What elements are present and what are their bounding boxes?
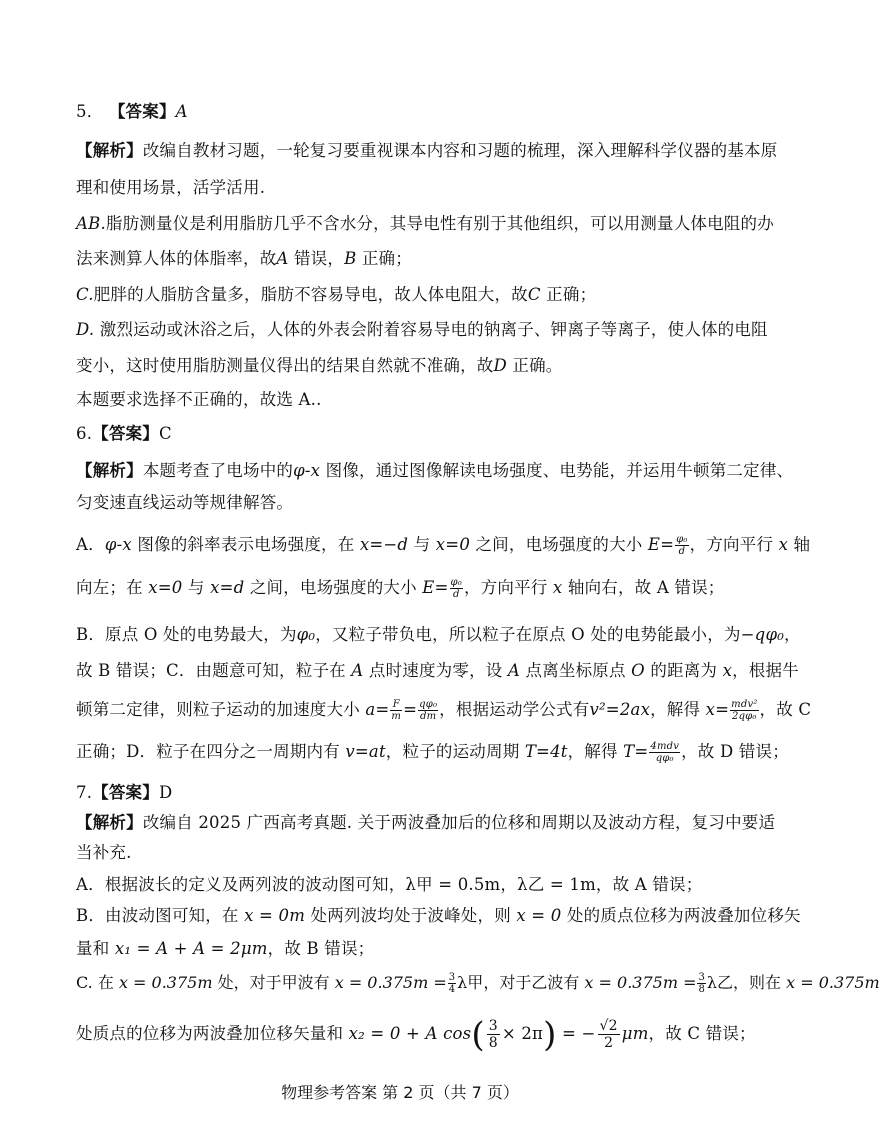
q7-intro-line-1: 【解析】改编自 2025 广西高考真题. 关于两波叠加后的位移和周期以及波动方程，复习中要适 — [76, 813, 776, 832]
fraction-distance: $\frac{\text{mdv²}}{\text{2qφ₀}}$ — [731, 699, 758, 722]
q6-intro-line-2: 匀变速直线运动等规律解答。 — [76, 493, 294, 512]
q7-heading: 7.【答案】D — [76, 783, 173, 802]
fraction-three-eighths: $\frac{3}{8}$ — [698, 972, 705, 995]
q7-b-line-2: 量和 x₁ = A + A = 2μm，故 B 错误； — [76, 939, 375, 958]
q7-c-line-2: 处质点的位移为两波叠加位移矢量和 x₂ = 0 + A cos( $\frac{3}{8}$ × 2π) = − $\frac{√2}{2}$ μm，故 C 错误； — [76, 1015, 756, 1055]
q5-intro-line-1: 【解析】改编自教材习题，一轮复习要重视课本内容和习题的梳理，深入理解科学仪器的基本原 — [76, 141, 778, 160]
q6-a-line-1: A．φ-x 图像的斜率表示电场强度，在 x=−d 与 x=0 之间，电场强度的大小 E= $\frac{\text{φ₀}}{d}$ ，方向平行 x 轴 — [76, 534, 811, 557]
page-footer: 物理参考答案 第 2 页（共 7 页） — [281, 1083, 519, 1102]
q6-b-line-2: 故 B 错误；C．由题意可知，粒子在 A 点时速度为零，设 A 点离坐标原点 O 的距离为 x，根据牛 — [76, 661, 799, 680]
q7-intro-line-2: 当补充. — [76, 843, 132, 862]
q5-conclusion: 本题要求选择不正确的，故选 A.. — [76, 390, 322, 409]
fraction-three-quarters: $\frac{3}{4}$ — [448, 972, 456, 995]
fraction-f-over-m: $\frac{F}{m}$ — [391, 699, 402, 722]
q7-c-line-1: C. 在 x = 0.375m 处，对于甲波有 x = 0.375m = $\frac{3}{4}$ λ甲，对于乙波有 x = 0.375m = $\frac{3}{8}$ λ乙，则在 x = 0.375m — [76, 972, 880, 995]
fraction-e-field: $\frac{\text{φ₀}}{d}$ — [450, 577, 462, 600]
q6-a-line-2: 向左；在 x=0 与 x=d 之间，电场强度的大小 E= $\frac{\text{φ₀}}{d}$ ，方向平行 x 轴向右，故 A 错误； — [76, 577, 725, 600]
q5-intro-line-2: 理和使用场景，活学活用. — [76, 178, 266, 197]
fraction-root2-over-2: $\frac{√2}{2}$ — [599, 1018, 618, 1051]
q5-heading: 5． 【答案】A — [76, 102, 188, 121]
q6-b-line-1: B．原点 O 处的电势最大，为φ₀，又粒子带负电，所以粒子在原点 O 处的电势能最小，为−qφ₀， — [76, 625, 801, 644]
q5-ab-line-1: AB.脂肪测量仪是利用脂肪几乎不含水分，其导电性有别于其他组织，可以用测量人体电阻的办 — [76, 214, 774, 233]
q6-c-line-1: 顿第二定律，则粒子运动的加速度大小 a= $\frac{F}{m}$ = $\frac{\text{qφ₀}}{dm}$ ，根据运动学公式有v²=2ax，解得 x= $\frac{\text{mdv²}}{\text{2qφ₀}}$ ，故 C — [76, 699, 812, 722]
q6-intro-line-1: 【解析】本题考查了电场中的φ-x 图像，通过图像解读电场强度、电势能，并运用牛顿第二定律、 — [76, 461, 794, 480]
fraction-e-field: $\frac{\text{φ₀}}{d}$ — [676, 534, 688, 557]
q5-d-line-2: 变小，这时使用脂肪测量仪得出的结果自然就不准确，故D 正确。 — [76, 356, 563, 375]
q5-c-line: C.肥胖的人脂肪含量多，脂肪不容易导电，故人体电阻大，故C 正确； — [76, 285, 597, 304]
q6-heading: 6.【答案】C — [76, 424, 172, 443]
q7-a-line: A．根据波长的定义及两列波的波动图可知，λ甲 = 0.5m，λ乙 = 1m，故 A 错误； — [76, 875, 703, 894]
fraction-period: $\frac{\text{4mdv}}{\text{qφ₀}}$ — [650, 741, 680, 764]
q5-d-line-1: D. 激烈运动或沐浴之后，人体的外表会附着容易导电的钠离子、钾离子等离子，使人体的电阻 — [76, 320, 768, 339]
q6-c-line-2: 正确；D．粒子在四分之一周期内有 v=at，粒子的运动周期 T=4t，解得 T= $\frac{\text{4mdv}}{\text{qφ₀}}$ ，故 D 错误； — [76, 741, 789, 764]
q5-ab-line-2: 法来测算人体的体脂率，故A 错误，B 正确； — [76, 249, 412, 268]
q7-b-line-1: B．由波动图可知，在 x = 0m 处两列波均处于波峰处，则 x = 0 处的质点位移为两波叠加位移矢 — [76, 906, 801, 925]
fraction-three-eighths-big: $\frac{3}{8}$ — [488, 1018, 498, 1051]
fraction-acceleration: $\frac{\text{qφ₀}}{dm}$ — [419, 699, 438, 722]
